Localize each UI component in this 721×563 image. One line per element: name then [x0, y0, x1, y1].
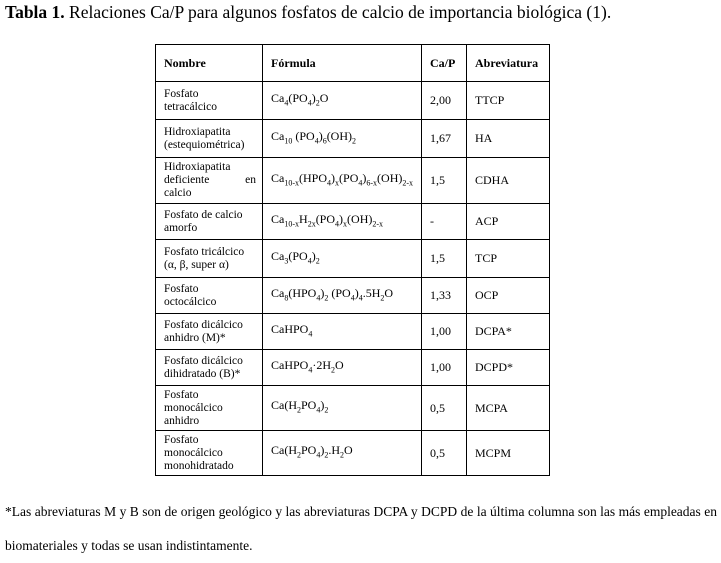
nombre-line: Hidroxiapatita — [164, 125, 231, 138]
formula-part: 2 — [324, 405, 329, 415]
cell-ca-p: - — [422, 204, 467, 240]
table-row — [156, 278, 550, 314]
table-caption — [5, 2, 611, 23]
formula-part: 2 — [315, 256, 320, 266]
table-row — [156, 350, 550, 386]
nombre-line: octocálcico — [164, 295, 217, 308]
formula-part: ) — [311, 90, 316, 105]
table-row — [156, 158, 550, 204]
nombre-line: Fosfato dicálcico — [164, 354, 243, 367]
formula-part: ·2H — [312, 357, 332, 372]
cell-nombre — [156, 278, 263, 314]
formula-part: ) — [311, 248, 316, 263]
calcium-phosphates-table — [155, 44, 550, 476]
formula-part: Ca — [271, 248, 285, 263]
table-row — [156, 82, 550, 120]
formula-part: CaHPO — [271, 357, 309, 372]
formula-part: (OH) — [326, 128, 353, 143]
cell-abreviatura: DCPA* — [467, 314, 550, 350]
formula-part: 4 — [308, 329, 313, 339]
cell-abreviatura: CDHA — [467, 158, 550, 204]
cell-formula — [263, 158, 422, 204]
formula-part: Ca — [271, 128, 285, 143]
cell-formula — [263, 431, 422, 476]
table-row — [156, 120, 550, 158]
nombre-line: calcio — [164, 187, 192, 199]
nombre-line: anhidro — [164, 414, 200, 427]
cell-nombre — [156, 82, 263, 120]
formula-part: 6-x — [366, 178, 378, 188]
header-formula: Fórmula — [263, 45, 422, 82]
formula-part: 2-x — [372, 219, 384, 229]
nombre-line: monocálcico — [164, 401, 223, 414]
formula-part: ) — [339, 211, 344, 226]
cell-nombre — [156, 386, 263, 431]
formula-part: ) — [331, 170, 336, 185]
formula-part: 2 — [315, 98, 320, 108]
cell-nombre — [156, 240, 263, 278]
formula-part: H — [299, 211, 308, 226]
nombre-line: Fosfato — [164, 282, 199, 295]
nombre-line: dihidratado (B)* — [164, 367, 241, 380]
nombre-line: anhidro (M)* — [164, 331, 226, 344]
formula-part: (HPO — [288, 285, 317, 300]
cell-nombre — [156, 314, 263, 350]
nombre-line: Fosfato de calcio — [164, 208, 243, 221]
cell-abreviatura: TCP — [467, 240, 550, 278]
formula-part: Ca — [271, 170, 285, 185]
table-body — [156, 82, 550, 476]
formula-part: O — [344, 443, 353, 458]
formula-part: ) — [362, 170, 367, 185]
formula-part: Ca — [271, 90, 285, 105]
formula-part: (OH) — [377, 170, 403, 185]
cell-ca-p: 1,5 — [422, 240, 467, 278]
cell-nombre — [156, 120, 263, 158]
cell-nombre — [156, 350, 263, 386]
formula-part: 4 — [358, 178, 363, 188]
footnote: *Las abreviaturas M y B son de origen geológico y las abreviaturas DCPA y DCPD de la última columna son las más empleadas en biomateriales y todas se usan indistintamente. — [5, 504, 717, 553]
cell-abreviatura: MCPA — [467, 386, 550, 431]
formula-part: (HPO — [299, 170, 328, 185]
cell-ca-p: 0,5 — [422, 431, 467, 476]
formula-part: 2 — [352, 136, 357, 146]
formula-part: 2 — [331, 365, 336, 375]
cell-ca-p: 0,5 — [422, 386, 467, 431]
cell-abreviatura: ACP — [467, 204, 550, 240]
cell-formula — [263, 386, 422, 431]
nombre-line: deficiente en — [164, 174, 256, 186]
formula-part: 2 — [297, 450, 301, 460]
cell-formula — [263, 204, 422, 240]
formula-part: Ca — [271, 211, 285, 226]
formula-part: 10 — [284, 136, 293, 146]
nombre-line: monohidratado — [164, 459, 234, 472]
table-row — [156, 204, 550, 240]
cell-ca-p: 1,00 — [422, 314, 467, 350]
formula-part: (PO — [288, 90, 308, 105]
formula-part: 6 — [322, 136, 327, 146]
formula-part: PO — [301, 398, 317, 413]
formula-part: 8 — [284, 293, 289, 303]
formula-part: (PO — [328, 285, 351, 300]
formula-part: 4 — [327, 178, 332, 188]
formula-part: (PO — [292, 128, 315, 143]
cell-ca-p: 1,5 — [422, 158, 467, 204]
formula-part: O — [335, 357, 344, 372]
formula-part: .H — [328, 443, 341, 458]
formula-part: 4 — [308, 365, 313, 375]
nombre-line: tetracálcico — [164, 100, 217, 113]
formula-part: 2 — [340, 450, 345, 460]
formula-part: 4 — [358, 293, 363, 303]
formula-part: 4 — [316, 405, 321, 415]
formula-part: 4 — [307, 256, 312, 266]
cell-formula — [263, 278, 422, 314]
formula-part: CaHPO — [271, 321, 309, 336]
nombre-line: Hidroxiapatita — [164, 161, 231, 173]
formula-part: 4 — [284, 98, 289, 108]
nombre-line: (α, β, super α) — [164, 258, 229, 271]
formula-part: O — [384, 285, 394, 300]
formula-part: 4 — [316, 450, 321, 460]
formula-part: ) — [318, 128, 323, 143]
nombre-line: (estequiométrica) — [164, 138, 245, 151]
formula-part: ) — [354, 285, 359, 300]
cell-ca-p: 1,67 — [422, 120, 467, 158]
formula-part: Ca — [271, 285, 285, 300]
cell-nombre — [156, 204, 263, 240]
cell-formula — [263, 240, 422, 278]
formula-part: 2x — [307, 219, 316, 229]
nombre-line: monocálcico — [164, 446, 223, 459]
formula-part: (PO — [339, 170, 359, 185]
nombre-line: amorfo — [164, 221, 198, 234]
formula-part: (OH) — [347, 211, 373, 226]
formula-part: ) — [320, 443, 325, 458]
cell-formula — [263, 350, 422, 386]
cell-abreviatura: TTCP — [467, 82, 550, 120]
table-caption-label: Tabla 1. — [5, 2, 65, 22]
cell-formula — [263, 120, 422, 158]
table-caption-text: Relaciones Ca/P para algunos fosfatos de calcio de importancia biológica (1). — [69, 2, 612, 22]
formula-part: 4 — [335, 219, 340, 229]
cell-abreviatura: MCPM — [467, 431, 550, 476]
formula-part: 2-x — [402, 178, 414, 188]
header-abreviatura: Abreviatura — [467, 45, 550, 82]
header-ca-p: Ca/P — [422, 45, 467, 82]
cell-abreviatura: HA — [467, 120, 550, 158]
formula-part: .5H — [362, 285, 381, 300]
cell-abreviatura: OCP — [467, 278, 550, 314]
formula-part: 2 — [324, 450, 329, 460]
formula-part: Ca(H — [271, 443, 297, 458]
formula-part: Ca(H — [271, 398, 297, 413]
formula-part: 3 — [284, 256, 289, 266]
cell-ca-p: 1,00 — [422, 350, 467, 386]
formula-part: 10-x — [284, 219, 300, 229]
formula-part: 4 — [316, 293, 321, 303]
nombre-line: Fosfato — [164, 388, 199, 401]
nombre-line: Fosfato tricálcico — [164, 245, 245, 258]
formula-part: 4 — [314, 136, 319, 146]
nombre-line: Fosfato — [164, 87, 199, 100]
cell-abreviatura: DCPD* — [467, 350, 550, 386]
table-row — [156, 240, 550, 278]
formula-part: 2 — [324, 293, 329, 303]
cell-ca-p: 1,33 — [422, 278, 467, 314]
cell-nombre — [156, 431, 263, 476]
formula-part: (PO — [288, 248, 308, 263]
formula-part: x — [335, 178, 340, 188]
cell-nombre — [156, 158, 263, 204]
table-row — [156, 431, 550, 476]
formula-part: 2 — [380, 293, 385, 303]
cell-formula — [263, 314, 422, 350]
formula-part: 2 — [297, 405, 301, 415]
cell-formula — [263, 82, 422, 120]
table-header-row — [156, 45, 550, 82]
formula-part: 4 — [350, 293, 355, 303]
table-row — [156, 386, 550, 431]
cell-ca-p: 2,00 — [422, 82, 467, 120]
table-row — [156, 314, 550, 350]
formula-part: PO — [301, 443, 317, 458]
nombre-line: Fosfato — [164, 433, 199, 446]
formula-part: (PO — [315, 211, 336, 226]
formula-part: ) — [320, 285, 325, 300]
formula-part: 4 — [307, 98, 312, 108]
nombre-line: Fosfato dicálcico — [164, 318, 243, 331]
formula-part: x — [343, 219, 348, 229]
formula-part: 10-x — [284, 178, 300, 188]
formula-part: ) — [320, 398, 325, 413]
formula-part: O — [319, 90, 329, 105]
header-nombre: Nombre — [156, 45, 263, 82]
